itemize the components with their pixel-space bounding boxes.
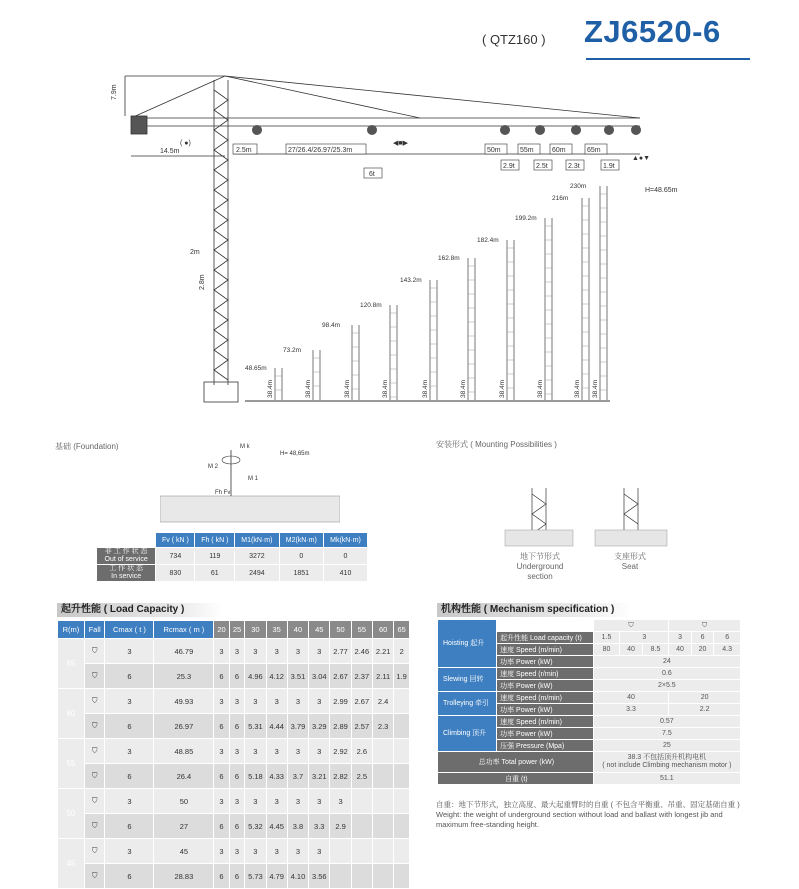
tower-config [322, 322, 359, 400]
load-cell: 27 [154, 814, 214, 839]
load-cell: 6 [214, 864, 229, 889]
load-cell: 3.8 [287, 814, 308, 839]
weight-label: 自重 (t) [438, 773, 594, 785]
load-cell: 3 [229, 739, 244, 764]
counter-jib-label: 14.5m [160, 148, 180, 155]
load-cell: 45 [154, 839, 214, 864]
load-capacity-table: R(m) Fall Cmax ( t ) Rcmax ( m ) 20 25 30 35 40 45 50 55 60 65 65 ⛉ 3 46.79 3 3 3 3 3 3 2.77 2.46 2.21 2 ⛉ 6 25.3 6 6 4.96 4.12 3.51 3.04 2.67 2.37 2.11 1.9 60 ⛉ 3 49.93 3 3 3 3 3 3 2.99 2.67 2.4 ⛉ 6 26.97 6 6 5.31 4.44 3.79 3.29 2.89 2.57 2.3 55 ⛉ 3 48.85 3 3 3 3 3 3 2.92 2.6 ⛉ 6 26.4 6 6 5.18 4.33 3.7 3.21 2.82 2.5 50 ⛉ 3 50 3 3 3 3 3 3 3 ⛉ 6 27 6 6 5.32 4.45 3.8 3.3 2.9 45 ⛉ 3 45 3 3 3 3 3 3 ⛉ 6 28.83 6 6 5.73 4.79 4.10 3.56 [57, 620, 410, 889]
load-cell: 3 [229, 639, 244, 664]
tower-height: 199.2m [515, 215, 537, 222]
tip-load [585, 144, 619, 170]
tip-load [550, 144, 584, 170]
load-cell: 49.93 [154, 689, 214, 714]
load-row [58, 764, 410, 789]
load-cell: 3 [287, 739, 308, 764]
load-cell [394, 714, 410, 739]
hook-move-icon: ▲●▼ [632, 155, 651, 162]
cj-weight-label: 2.5m [236, 147, 252, 154]
load-cell: 3 [214, 739, 229, 764]
fall-2-icon: ⛉ [84, 689, 105, 714]
tower-configurations [245, 183, 607, 400]
load-row [58, 789, 410, 814]
load-cell: 2.67 [351, 689, 372, 714]
load-cell [330, 864, 351, 889]
load-cell: 3 [105, 689, 154, 714]
height-note: H= 48,65m [280, 451, 310, 457]
cmax-header: Cmax ( t ) [105, 621, 154, 639]
tower-height: 182.4m [477, 237, 499, 244]
load-cell: 3 [266, 689, 287, 714]
tower-config [438, 255, 475, 400]
load-cell: 2 [394, 639, 410, 664]
load-cell: 3.29 [309, 714, 330, 739]
tower-section: 38.4m [592, 379, 599, 398]
tower-height: 48.65m [245, 365, 267, 372]
total-power-value: 38.3 不包括顶升机构电机 ( not include Climbing mechanism motor ) [593, 752, 740, 773]
mk-label: M k [240, 444, 250, 450]
load-cell: 5.18 [245, 764, 266, 789]
load-cell: 2.57 [351, 714, 372, 739]
sec-2m-label: 2m [190, 249, 200, 256]
load-cell: 2.77 [330, 639, 351, 664]
load-cell: 2.82 [330, 764, 351, 789]
mk-header: Mk(kN·m) [324, 533, 368, 548]
mechanism-table: Hoisting 起升 ⛉ ⛉ 起升性能 Load capacity (t) 1.5 3 3 6 6 速度 Speed (m/min) 80 40 8.5 40 20 4.3 功率 Power (kW) 24 Slewing 回转 速度 Speed (r/min) 0.6 功率 Power (kW) 2×5.5 Trolleying 牵引 速度 Speed (m/min) 40 20 功率 Power (kW) 3.3 2.2 Climbing 顶升 速度 Speed (m/min) 0.57 功率 Power (kW) 7.5 压强 Pressure (Mpa) 25 总功率 Total power (kW) 38.3 不包括顶升机构电机 ( not include Climbing mechanism motor ) 自重 (t) 51.1 [437, 619, 741, 785]
radius-group: 50 [58, 789, 85, 839]
load-cell: 3 [105, 739, 154, 764]
load-cell: 2.21 [373, 639, 394, 664]
radius-group: 55 [58, 739, 85, 789]
load-cell [373, 814, 394, 839]
trolley-arrow-icon: ( ●) [180, 140, 191, 147]
tower-config [515, 215, 552, 400]
load-cell: 5.31 [245, 714, 266, 739]
height-top-label: 7.9m [111, 84, 118, 100]
load-row [58, 689, 410, 714]
load-cell: 26.97 [154, 714, 214, 739]
load-cell [373, 864, 394, 889]
load-row [58, 714, 410, 739]
load-cell: 3.7 [287, 764, 308, 789]
crane-diagram [0, 0, 799, 420]
tower-section: 38.4m [460, 379, 467, 398]
height-label: H=48.65m [645, 187, 678, 194]
tower-height: 98.4m [322, 322, 341, 329]
load-cell: 3.3 [309, 814, 330, 839]
trolleying-label: Trolleying 牵引 [438, 692, 497, 716]
slewing-label: Slewing 回转 [438, 668, 497, 692]
load-cell: 6 [229, 864, 244, 889]
tower-config [283, 347, 320, 400]
tower-section: 38.4m [305, 379, 312, 398]
total-power-label: 总功率 Total power (kW) [438, 752, 594, 773]
load-cell: 2.4 [373, 689, 394, 714]
tower-section: 38.4m [422, 379, 429, 398]
tower-config [245, 365, 282, 400]
load-cell [351, 864, 372, 889]
load-cell [330, 839, 351, 864]
load-cell: 2.3 [373, 714, 394, 739]
tower-section: 38.4m [499, 379, 506, 398]
tower-section: 38.4m [344, 379, 351, 398]
load-cell: 5.73 [245, 864, 266, 889]
load-cell: 3 [309, 639, 330, 664]
load-cell [373, 739, 394, 764]
load-cell: 3.51 [287, 664, 308, 689]
radius-group: 65 [58, 639, 85, 689]
load-cell: 3 [309, 739, 330, 764]
m1-label: M 1 [248, 476, 259, 482]
tip-load [518, 144, 552, 170]
load-cell: 4.44 [266, 714, 287, 739]
load-cell: 3 [266, 789, 287, 814]
tower-height: 120.8m [360, 302, 382, 309]
m2-header: M2(kN·m) [279, 533, 323, 548]
fall-4-icon: ⛉ [84, 814, 105, 839]
tower-config [360, 302, 397, 400]
load-cell: 3 [229, 689, 244, 714]
load-cell: 3 [245, 639, 266, 664]
load-cell: 28.83 [154, 864, 214, 889]
load-cell: 3 [309, 789, 330, 814]
tower-config [400, 277, 437, 400]
load-row [58, 839, 410, 864]
load-cell: 3.79 [287, 714, 308, 739]
load-cell: 3.21 [309, 764, 330, 789]
tower-section: 38.4m [537, 379, 544, 398]
load-cell: 3 [245, 789, 266, 814]
fall-2-icon: ⛉ [84, 839, 105, 864]
load-cell: 6 [105, 814, 154, 839]
load-cell: 3 [229, 789, 244, 814]
load-cell: 3 [105, 789, 154, 814]
load-cell: 3 [309, 689, 330, 714]
load-cell: 6 [105, 764, 154, 789]
underground-caption: 地下节形式 Underground section [516, 552, 564, 581]
load-cell: 6 [214, 814, 229, 839]
load-cell: 6 [105, 864, 154, 889]
load-cell [394, 864, 410, 889]
load-cell [351, 814, 372, 839]
load-cell [394, 789, 410, 814]
load-cell [394, 764, 410, 789]
load-cell: 3 [214, 789, 229, 814]
fall-4-icon: ⛉ [84, 664, 105, 689]
load-row [58, 814, 410, 839]
tip-radius: 50m [487, 147, 501, 154]
load-cell: 3 [105, 639, 154, 664]
sec-28m-label: 2.8m [199, 274, 206, 290]
tower-height: 230m [570, 183, 587, 190]
load-cell: 46.79 [154, 639, 214, 664]
tip-load [485, 144, 519, 170]
load-row [58, 664, 410, 689]
load-cell [351, 839, 372, 864]
load-cell: 3 [287, 789, 308, 814]
load-cell: 3 [266, 839, 287, 864]
load-cell [394, 814, 410, 839]
load-cell: 2.6 [351, 739, 372, 764]
fall-4-icon: ⛉ [84, 864, 105, 889]
fall-header: Fall [84, 621, 105, 639]
page-title: ZJ6520-6 [584, 14, 721, 49]
load-cell: 26.4 [154, 764, 214, 789]
load-cell: 6 [105, 714, 154, 739]
jib-sections-label: 27/26.4/26.97/25.3m [288, 147, 353, 154]
load-cell [351, 789, 372, 814]
rcmax-header: Rcmax ( m ) [154, 621, 214, 639]
load-cell: 4.79 [266, 864, 287, 889]
load-cell: 3 [287, 639, 308, 664]
fall-2-icon: ⛉ [84, 639, 105, 664]
foundation-title: 基础 (Foundation) [55, 442, 119, 451]
load-cell: 3.04 [309, 664, 330, 689]
load-cell: 4.10 [287, 864, 308, 889]
load-cell: 3 [287, 689, 308, 714]
tip-weight: 2.9t [503, 163, 515, 170]
tower-config [552, 195, 589, 400]
climbing-label: Climbing 顶升 [438, 716, 497, 752]
load-cell: 3 [245, 739, 266, 764]
load-cell [373, 789, 394, 814]
hoisting-label: Hoisting 起升 [438, 620, 497, 668]
fv-header: Fv ( kN ) [156, 533, 195, 548]
tip-weight: 1.9t [603, 163, 615, 170]
weight-note-cn: 自重：地下节形式，独立高度、最大起重臂时的自重 ( 不包含平衡重、吊重、固定基础自重 ) [436, 800, 740, 809]
load-cell: 4.96 [245, 664, 266, 689]
load-cell: 3 [229, 839, 244, 864]
tower-height: 162.8m [438, 255, 460, 262]
load-cell: 2.5 [351, 764, 372, 789]
fall-2-icon: ⛉ [593, 620, 669, 632]
tip-radius: 60m [552, 147, 566, 154]
load-cell: 3 [309, 839, 330, 864]
load-capacity-title: 起升性能 ( Load Capacity ) [57, 603, 223, 617]
load-cell: 2.9 [330, 814, 351, 839]
weight-box-label: 6t [369, 171, 375, 178]
load-cell: 6 [229, 714, 244, 739]
load-cell: 3 [214, 639, 229, 664]
load-cell: 4.12 [266, 664, 287, 689]
load-row [58, 864, 410, 889]
load-cell [394, 839, 410, 864]
model-code: ( QTZ160 ) [482, 32, 546, 47]
load-cell: 5.32 [245, 814, 266, 839]
load-cell: 3 [214, 689, 229, 714]
tip-weight: 2.5t [536, 163, 548, 170]
fall-4-icon: ⛉ [84, 714, 105, 739]
load-cell: 3 [245, 689, 266, 714]
m2-label: M 2 [208, 464, 219, 470]
load-cell: 4.33 [266, 764, 287, 789]
fhfv-label: Fh Fv [215, 490, 231, 496]
load-cell: 6 [229, 814, 244, 839]
tower-height: 143.2m [400, 277, 422, 284]
load-cell: 2.92 [330, 739, 351, 764]
load-cell: 3 [287, 839, 308, 864]
tip-weight: 2.3t [568, 163, 580, 170]
load-cell: 2.46 [351, 639, 372, 664]
tip-radius: 65m [587, 147, 601, 154]
load-cell [373, 839, 394, 864]
load-cell: 2.67 [330, 664, 351, 689]
load-cell: 3.56 [309, 864, 330, 889]
tower-config [570, 183, 607, 400]
m1-header: M1(kN·m) [235, 533, 279, 548]
radius-group: 45 [58, 839, 85, 889]
foundation-diagram [160, 440, 340, 532]
load-cell: 6 [214, 664, 229, 689]
load-cell [394, 739, 410, 764]
fall-4-icon: ⛉ [84, 764, 105, 789]
load-cell [394, 689, 410, 714]
load-row [58, 639, 410, 664]
radius-group: 60 [58, 689, 85, 739]
out-service-label: 非 工 作 状 态 Out of service [97, 548, 156, 565]
mounting-title: 安装形式 ( Mounting Possibilities ) [436, 440, 557, 449]
load-cell: 6 [105, 664, 154, 689]
load-cell: 1.9 [394, 664, 410, 689]
load-cell: 3 [214, 839, 229, 864]
load-cell: 4.45 [266, 814, 287, 839]
load-cell: 48.85 [154, 739, 214, 764]
load-row [58, 739, 410, 764]
mounting-diagram [500, 486, 670, 550]
fh-header: Fh ( kN ) [195, 533, 235, 548]
foundation-table: Fv ( kN ) Fh ( kN ) M1(kN·m) M2(kN·m) Mk(kN·m) 非 工 作 状 态 Out of service 734 119 3272 0 0 工 作 状 态 In service 830 61 2494 1851 410 [96, 532, 368, 582]
weight-note [436, 800, 741, 830]
r-header: R(m) [58, 621, 85, 639]
weight-note-en: Weight: the weight of underground section without load and ballast with longest jib and maximum free-standing height. [436, 810, 723, 829]
load-cell: 2.37 [351, 664, 372, 689]
tower-height: 216m [552, 195, 569, 202]
tower-height: 73.2m [283, 347, 302, 354]
load-cell: 6 [214, 714, 229, 739]
load-cell: 3 [245, 839, 266, 864]
load-cell: 3 [105, 839, 154, 864]
load-cell: 6 [214, 764, 229, 789]
tip-radius: 55m [520, 147, 534, 154]
tower-section: 38.4m [267, 379, 274, 398]
tower-section: 38.4m [574, 379, 581, 398]
load-cell: 6 [229, 764, 244, 789]
tower-config [477, 237, 514, 400]
load-cell: 25.3 [154, 664, 214, 689]
load-cell: 3 [266, 639, 287, 664]
load-cell: 50 [154, 789, 214, 814]
load-cell: 2.11 [373, 664, 394, 689]
fall-2-icon: ⛉ [84, 739, 105, 764]
fall-2-icon: ⛉ [84, 789, 105, 814]
tower-section: 38.4m [382, 379, 389, 398]
jib-move-icon: ◀■▶ [393, 140, 408, 147]
load-cell: 3 [330, 789, 351, 814]
load-cell: 2.89 [330, 714, 351, 739]
seat-caption: 支座形式 Seat [614, 552, 646, 571]
load-cell [373, 764, 394, 789]
tip-loads [485, 144, 619, 170]
load-cell: 3 [266, 739, 287, 764]
load-cell: 6 [229, 664, 244, 689]
weight-value: 51.1 [593, 773, 740, 785]
fall-4-icon: ⛉ [669, 620, 741, 632]
in-service-label: 工 作 状 态 In service [97, 565, 156, 582]
mechanism-title: 机构性能 ( Mechanism specification ) [437, 603, 631, 617]
load-cell: 2.99 [330, 689, 351, 714]
